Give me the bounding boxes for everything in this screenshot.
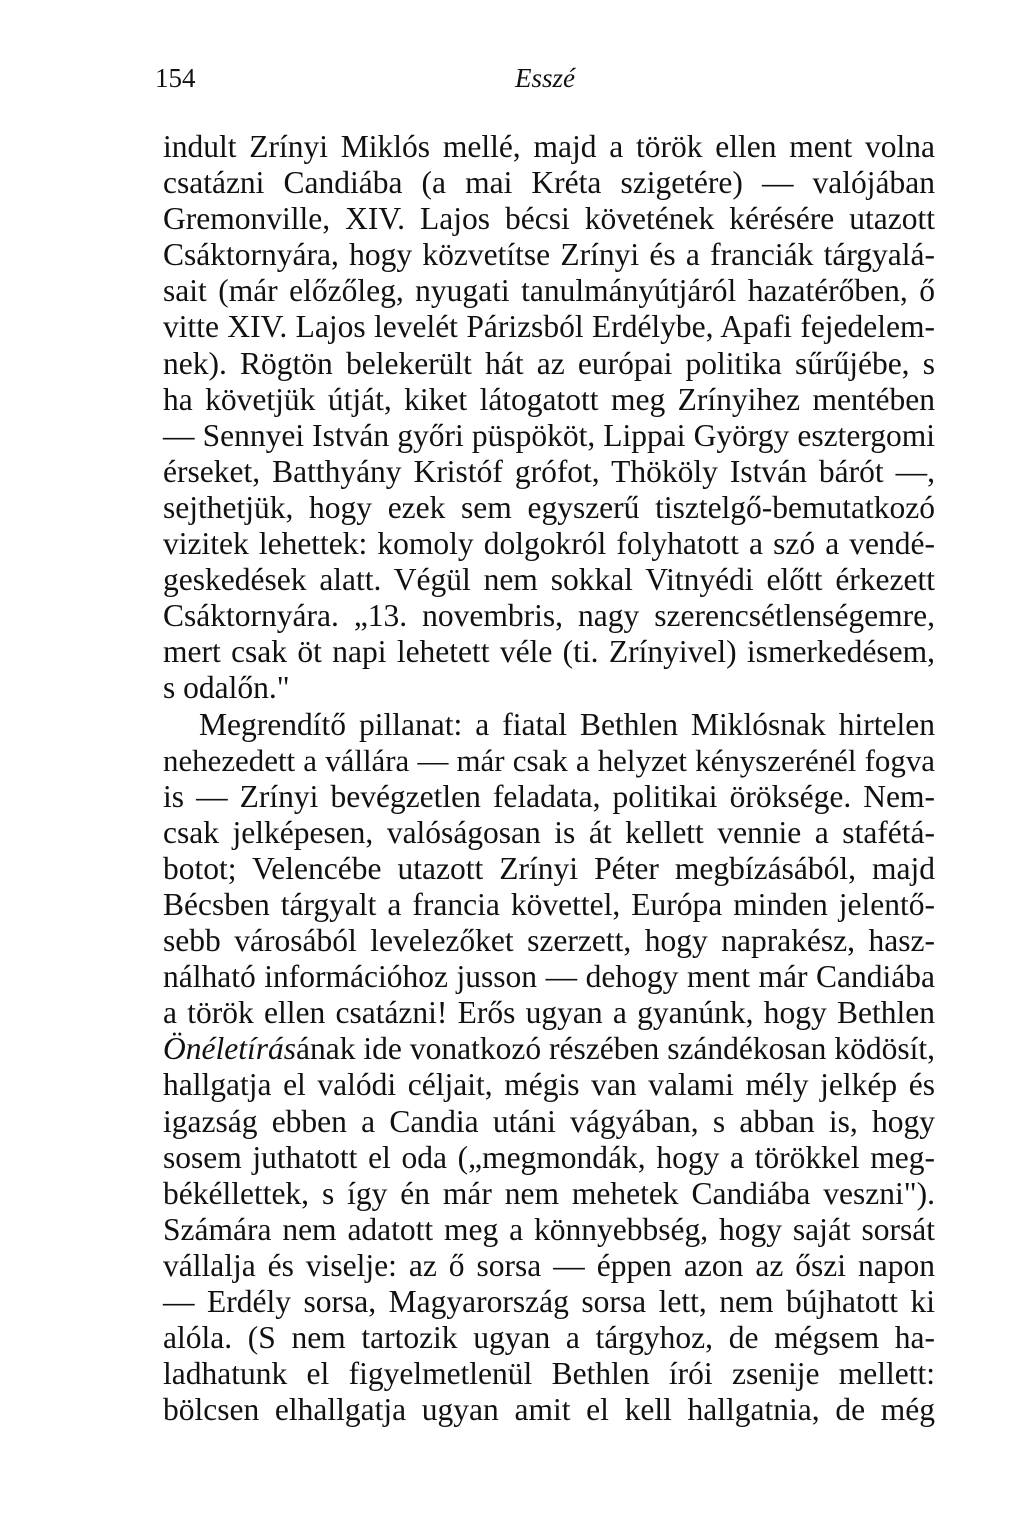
text-line: Csáktornyára. „13. novembris, nagy szerencsétlenségemre, xyxy=(163,598,935,634)
paragraph-end-line: s odalőn." xyxy=(163,670,290,706)
text-line: vizitek lehettek: komoly dolgokról folyhatott a szó a vendé- xyxy=(163,526,935,562)
text-line: békéllettek, s így én már nem mehetek Candiába veszni"). xyxy=(163,1175,935,1211)
text-line: sosem juthatott el oda („megmondák, hogy a törökkel meg- xyxy=(163,1139,935,1175)
text-line: nek). Rögtön belekerült hát az európai politika sűrűjébe, s xyxy=(163,345,935,381)
text-line: csak jelképesen, valóságosan is át kellett vennie a stafétá- xyxy=(163,814,935,850)
text-line: mert csak öt napi lehetett véle (ti. Zrínyivel) ismerkedésem, xyxy=(163,634,935,670)
text-line: alóla. (S nem tartozik ugyan a tárgyhoz, de mégsem ha- xyxy=(163,1320,935,1356)
text-line: hallgatja el valódi céljait, mégis van valami mély jelkép és xyxy=(163,1067,935,1103)
text-line: Számára nem adatott meg a könnyebbség, hogy saját sorsát xyxy=(163,1211,935,1247)
text-line: vitte XIV. Lajos levelét Párizsból Erdélybe, Apafi fejedelem- xyxy=(163,309,935,345)
text-line: nálható információhoz jusson — dehogy ment már Candiába xyxy=(163,959,935,995)
page-number: 154 xyxy=(155,63,196,93)
text-line: botot; Velencébe utazott Zrínyi Péter megbízásából, majd xyxy=(163,850,935,886)
text-line: ha követjük útját, kiket látogatott meg Zrínyihez mentében xyxy=(163,381,935,417)
text-line: sebb városából levelezőket szerzett, hogy naprakész, hasz- xyxy=(163,923,935,959)
text-line-rest: ának ide vonatkozó részében szándékosan ködösít, xyxy=(295,1031,935,1067)
text-line: nehezedett a vállára — már csak a helyzet kényszerénél fogva xyxy=(163,742,935,778)
text-line: indult Zrínyi Miklós mellé, majd a török ellen ment volna xyxy=(163,129,935,164)
running-title: Esszé xyxy=(515,63,575,93)
text-line: igazság ebben a Candia utáni vágyában, s abban is, hogy xyxy=(163,1103,935,1139)
text-line: bölcsen elhallgatja ugyan amit el kell hallgatnia, de még xyxy=(163,1392,935,1428)
page-header xyxy=(155,62,935,102)
text-line: — Erdély sorsa, Magyarország sorsa lett, nem bújhatott ki xyxy=(163,1284,935,1319)
text-line-with-italic-title xyxy=(163,1031,935,1067)
text-line: a török ellen csatázni! Erős ugyan a gyanúnk, hogy Bethlen xyxy=(163,995,935,1031)
body-text xyxy=(163,129,935,1428)
text-line: csatázni Candiába (a mai Kréta szigetére) — valójában xyxy=(163,165,935,201)
text-line: vállalja és viselje: az ő sorsa — éppen azon az őszi napon xyxy=(163,1247,935,1283)
text-line: Gremonville, XIV. Lajos bécsi követének kérésére utazott xyxy=(163,201,935,237)
text-line: érseket, Batthyány Kristóf grófot, Thököly István bárót —, xyxy=(163,453,935,489)
book-title: Önéletírás xyxy=(163,1031,296,1067)
text-line: Bécsben tárgyalt a francia követtel, Európa minden jelentő- xyxy=(163,886,935,922)
text-line: sejthetjük, hogy ezek sem egyszerű tisztelgő-bemutatkozó xyxy=(163,489,935,525)
text-line: Csáktornyára, hogy közvetítse Zrínyi és a franciák tárgyalá- xyxy=(163,237,935,273)
paragraph-start-line: Megrendítő pillanat: a fiatal Bethlen Miklósnak hirtelen xyxy=(199,706,935,742)
text-line: ladhatunk el figyelmetlenül Bethlen írói zsenije mellett: xyxy=(163,1356,935,1392)
text-line: is — Zrínyi bevégzetlen feladata, politikai öröksége. Nem- xyxy=(163,778,935,814)
text-line: sait (már előzőleg, nyugati tanulmányútjáról hazatérőben, ő xyxy=(163,273,935,309)
text-line: — Sennyei István győri püspököt, Lippai György esztergomi xyxy=(163,417,935,453)
text-line: geskedések alatt. Végül nem sokkal Vitnyédi előtt érkezett xyxy=(163,562,935,598)
